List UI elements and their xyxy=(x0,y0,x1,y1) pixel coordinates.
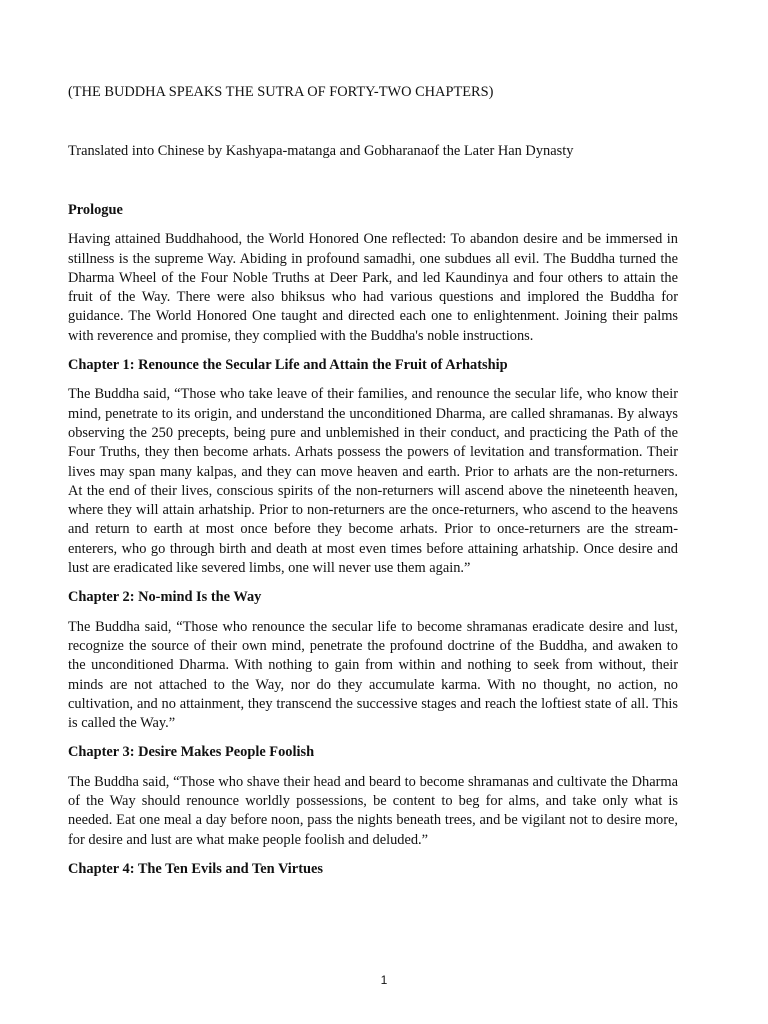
section-text-prologue: Having attained Buddhahood, the World Honored One reflected: To abandon desire and be immersed in stillness is the supreme Way. Abiding in profound samadhi, one subdues all evil. The Buddha turned the Dharma Wheel of the Four Noble Truths at Deer Park, and led Kaundinya and four others to attain the fruit of the Way. There were also bhiksus who had various questions and implored the Buddha for guidance. The World Honored One taught and directed each one to enlightenment. Joining their palms with reverence and promise, they complied with the Buddha's noble instructions. xyxy=(68,231,678,344)
section-heading-chapter-4: Chapter 4: The Ten Evils and Ten Virtues xyxy=(68,860,323,877)
section-heading-prologue: Prologue xyxy=(68,202,123,218)
section-text-chapter-1: The Buddha said, “Those who take leave of their families, and renounce the secular life, who know their mind, penetrate to its origin, and understand the unconditioned Dharma, are called shramanas. By always observing the 250 precepts, being pure and unblemished in their conduct, and practicing the Path of the Four Truths, they then become arhats. Arhats possess the powers of levitation and transformation. Their lives may span many kalpas, and they can move heaven and earth. Prior to arhats are the non-returners. At the end of their lives, conscious spirits of the non-returners will ascend above the nineteenth heaven, where they will attain arhatship. Prior to non-returners are the once-returners, who ascend to the heavens and return to earth at most once before they become arhats. Prior to once-returners are the stream-enterers, who go through birth and death at most even times before attaining arhatship. Once desire and lust are eradicated like severed limbs, one will never use them again.” xyxy=(68,386,678,577)
section-text-chapter-3: The Buddha said, “Those who shave their head and beard to become shramanas and cultivate the Dharma of the Way should renounce worldly possessions, be content to beg for alms, and take only what is needed. Eat one meal a day before noon, pass the nights beneath trees, and be vigilant not to desire more, for desire and lust are what make people foolish and deluded.” xyxy=(68,773,678,848)
page-number: 1 xyxy=(380,973,388,987)
document-body xyxy=(68,201,678,889)
section-heading-chapter-1: Chapter 1: Renounce the Secular Life and Attain the Fruit of Arhatship xyxy=(68,357,508,374)
translator-line: Translated into Chinese by Kashyapa-matanga and Gobharanaof the Later Han Dynasty xyxy=(68,143,574,159)
document-title: (THE BUDDHA SPEAKS THE SUTRA OF FORTY-TWO CHAPTERS) xyxy=(68,84,494,100)
section-heading-chapter-2: Chapter 2: No-mind Is the Way xyxy=(68,589,262,606)
section-heading-chapter-3: Chapter 3: Desire Makes People Foolish xyxy=(68,744,315,761)
section-text-chapter-2: The Buddha said, “Those who renounce the secular life to become shramanas eradicate desire and lust, recognize the source of their own mind, penetrate the profound doctrine of the Buddha, and awaken to the unconditioned Dharma. With nothing to gain from within and nothing to seek from without, their minds are not attached to the Way, nor do they accumulate karma. With no thought, no action, no cultivation, and no attainment, they transcend the successive stages and reach the loftiest state of all. This is called the Way.” xyxy=(68,618,678,732)
